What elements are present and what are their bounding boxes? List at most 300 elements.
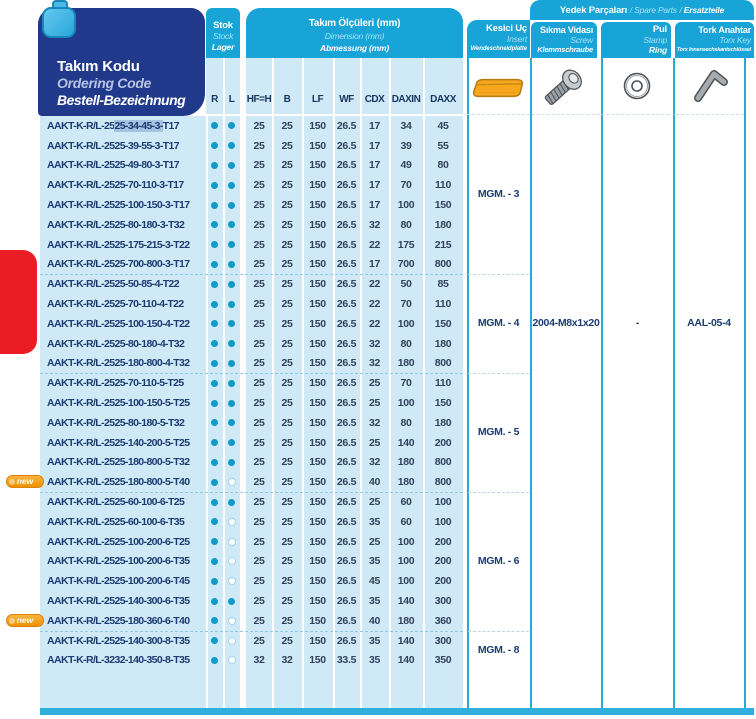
table-row — [40, 334, 463, 354]
cell-lf: 150 — [309, 575, 326, 588]
cell-daxx: 200 — [434, 555, 452, 568]
stock-dot-l — [223, 439, 240, 446]
row-code[interactable]: AAKT-K-R/L-2525-100-150-4-T22 — [47, 317, 190, 330]
cell-b: 25 — [281, 357, 293, 370]
table-row — [40, 373, 463, 393]
cell-lf: 150 — [309, 416, 326, 429]
cell-daxx: 800 — [434, 476, 452, 489]
washer-header-tr: Pul — [652, 24, 667, 35]
stock-header-en: Stock — [212, 31, 234, 41]
table-row — [40, 354, 463, 374]
cell-b: 25 — [281, 436, 293, 449]
insert-header-de: Wendeschneidplatte — [470, 46, 527, 52]
cell-hf: 25 — [253, 298, 265, 311]
group-separator — [468, 274, 529, 275]
cell-wf: 33.5 — [336, 654, 357, 667]
cell-lf: 150 — [309, 337, 326, 350]
spare-parts-en: Spare Parts — [634, 5, 677, 15]
row-code[interactable]: AAKT-K-R/L-2525-140-200-5-T25 — [47, 436, 190, 449]
cell-wf: 26.5 — [336, 218, 357, 231]
cell-cdx: 22 — [368, 278, 381, 291]
cell-daxin: 100 — [397, 575, 415, 588]
cell-b: 25 — [281, 595, 293, 608]
screw-part-number: 2004-M8x1x20 — [532, 317, 600, 329]
cell-daxin: 180 — [397, 614, 415, 627]
stock-dot-r — [206, 439, 223, 446]
cell-wf: 26.5 — [336, 595, 357, 608]
cell-wf: 26.5 — [336, 436, 357, 449]
cell-wf: 26.5 — [336, 258, 357, 271]
torx-header — [675, 22, 754, 58]
stock-dot-l — [223, 320, 240, 327]
cell-daxin: 100 — [397, 535, 415, 548]
torx-header-de: Torx Innensechskantschlüssel — [676, 47, 751, 53]
cell-daxin: 175 — [397, 238, 415, 251]
row-code[interactable]: AAKT-K-R/L-2525-80-180-3-T32 — [47, 218, 185, 231]
cell-b: 25 — [281, 298, 293, 311]
table-row — [40, 591, 463, 611]
cell-daxx: 110 — [434, 179, 452, 192]
cell-daxx: 200 — [434, 575, 452, 588]
stock-dot-r — [206, 419, 223, 426]
cell-lf: 150 — [309, 159, 326, 172]
cell-wf: 26.5 — [336, 476, 357, 489]
stock-dot-r — [206, 261, 223, 268]
insert-icon — [470, 76, 526, 100]
cell-lf: 150 — [309, 258, 326, 271]
row-code[interactable]: AAKT-K-R/L-2525-100-200-6-T25 — [47, 535, 190, 548]
cell-b: 25 — [281, 258, 293, 271]
cell-daxin: 140 — [397, 595, 415, 608]
cell-daxin: 60 — [400, 515, 412, 528]
table-row — [40, 195, 463, 215]
cell-wf: 26.5 — [336, 119, 357, 132]
cell-b: 25 — [281, 179, 293, 192]
cell-lf: 150 — [309, 377, 326, 390]
group-separator — [468, 631, 529, 632]
table-row — [40, 453, 463, 473]
cell-hf: 25 — [253, 515, 265, 528]
cell-b: 25 — [281, 397, 293, 410]
row-code[interactable]: AAKT-K-R/L-2525-34-45-3-T17 — [47, 119, 180, 132]
col-label-hf: HF=H — [246, 94, 272, 105]
new-badge: new — [6, 614, 44, 627]
table-row — [40, 255, 463, 275]
group-separator — [468, 492, 529, 493]
cell-daxx: 350 — [434, 654, 452, 667]
cell-daxx: 180 — [434, 337, 452, 350]
cell-hf: 25 — [253, 218, 265, 231]
stock-dot-r — [206, 241, 223, 248]
cell-cdx: 17 — [368, 179, 381, 192]
cell-b: 25 — [281, 575, 293, 588]
cell-daxx: 180 — [434, 416, 452, 429]
cell-hf: 25 — [253, 139, 265, 152]
cell-hf: 25 — [253, 179, 265, 192]
row-code[interactable]: AAKT-K-R/L-2525-60-100-6-T25 — [47, 496, 185, 509]
stock-dot-r — [206, 162, 223, 169]
stock-dot-r — [206, 202, 223, 209]
col-label-daxin: DAXIN — [391, 94, 421, 105]
stock-dot-l — [223, 557, 240, 565]
cell-cdx: 25 — [368, 535, 381, 548]
screw-header-de: Klemmschraube — [537, 45, 593, 54]
cell-wf: 26.5 — [336, 416, 357, 429]
stock-dot-l — [223, 261, 240, 268]
cell-b: 25 — [281, 139, 293, 152]
ordering-table-body — [40, 116, 463, 708]
stock-header-tr: Stok — [213, 20, 233, 31]
cell-hf: 25 — [253, 278, 265, 291]
cell-cdx: 40 — [368, 476, 381, 489]
row-code[interactable]: AAKT-K-R/L-2525-70-110-5-T25 — [47, 377, 184, 390]
cell-daxx: 100 — [434, 496, 452, 509]
row-code[interactable]: AAKT-K-R/L-2525-39-55-3-T17 — [47, 139, 180, 152]
dimensions-header-tr: Takım Ölçüleri (mm) — [308, 18, 401, 29]
toolholder-clamp-icon — [42, 0, 78, 40]
cell-cdx: 35 — [368, 634, 381, 647]
cell-cdx: 40 — [368, 614, 381, 627]
cell-daxin: 49 — [400, 159, 412, 172]
insert-header-tr: Kesici Uç — [486, 23, 527, 34]
cell-hf: 25 — [253, 377, 265, 390]
cell-b: 25 — [281, 377, 293, 390]
row-code[interactable]: AAKT-K-R/L-2525-49-80-3-T17 — [47, 159, 180, 172]
cell-cdx: 35 — [368, 555, 381, 568]
stock-dot-l — [223, 182, 240, 189]
col-label-r: R — [211, 94, 218, 105]
selected-text: 25-34-45-3- — [114, 119, 163, 132]
stock-dot-l — [223, 162, 240, 169]
table-row — [40, 532, 463, 552]
cell-cdx: 25 — [368, 436, 381, 449]
cell-b: 25 — [281, 456, 293, 469]
cell-b: 25 — [281, 238, 293, 251]
spare-parts-header: Yedek Parçaları / Spare Parts / Ersatzteile — [530, 0, 754, 20]
table-row — [40, 512, 463, 532]
insert-type-label: MGM. - 8 — [477, 643, 520, 656]
cell-b: 25 — [281, 159, 293, 172]
cell-cdx: 32 — [368, 416, 381, 429]
title-tr: Takım Kodu — [57, 58, 140, 75]
column-divider — [673, 58, 675, 708]
table-row — [40, 235, 463, 255]
insert-type-label: MGM. - 4 — [477, 316, 520, 329]
cell-hf: 25 — [253, 595, 265, 608]
cell-daxx: 80 — [437, 159, 449, 172]
table-row — [40, 175, 463, 195]
cell-lf: 150 — [309, 634, 326, 647]
stock-dot-r — [206, 360, 223, 367]
row-code[interactable]: AAKT-K-R/L-2525-60-100-6-T35 — [47, 515, 185, 528]
cell-hf: 25 — [253, 555, 265, 568]
cell-daxin: 70 — [400, 179, 412, 192]
group-separator — [40, 492, 463, 493]
cell-b: 25 — [281, 199, 293, 212]
cell-hf: 25 — [253, 199, 265, 212]
group-separator — [40, 274, 463, 275]
row-code[interactable]: AAKT-K-R/L-2525-70-110-3-T17 — [47, 179, 184, 192]
page-edge-tab — [0, 250, 37, 354]
cell-daxin: 80 — [400, 218, 412, 231]
cell-cdx: 35 — [368, 654, 381, 667]
cell-hf: 25 — [253, 317, 265, 330]
cell-cdx: 45 — [368, 575, 381, 588]
cell-lf: 150 — [309, 357, 326, 370]
insert-type-label: MGM. - 5 — [477, 425, 520, 438]
cell-b: 25 — [281, 476, 293, 489]
cell-daxx: 150 — [434, 397, 452, 410]
stock-dot-l — [223, 142, 240, 149]
col-label-lf: LF — [311, 94, 324, 105]
cell-daxx: 360 — [434, 614, 452, 627]
row-code[interactable]: AAKT-K-R/L-2525-100-200-6-T35 — [47, 555, 190, 568]
cell-daxin: 39 — [400, 139, 412, 152]
insert-header — [467, 20, 530, 58]
cell-b: 25 — [281, 119, 293, 132]
col-label-b: B — [283, 94, 291, 105]
cell-lf: 150 — [309, 496, 326, 509]
cell-daxin: 100 — [397, 555, 415, 568]
torx-header-en: Torx Key — [719, 35, 751, 45]
cell-hf: 25 — [253, 238, 265, 251]
cell-hf: 25 — [253, 575, 265, 588]
cell-daxin: 50 — [400, 278, 412, 291]
cell-b: 32 — [281, 654, 293, 667]
stock-dot-r — [206, 479, 223, 486]
cell-daxx: 85 — [437, 278, 449, 291]
group-separator — [468, 373, 529, 374]
dimensions-header-de: Abmessung (mm) — [320, 43, 389, 53]
row-code[interactable]: AAKT-K-R/L-2525-100-150-3-T17 — [47, 199, 190, 212]
row-code[interactable]: AAKT-K-R/L-2525-700-800-3-T17 — [47, 258, 190, 271]
cell-b: 25 — [281, 515, 293, 528]
row-code[interactable]: AAKT-K-R/L-2525-80-180-5-T32 — [47, 416, 185, 429]
stock-dot-r — [206, 637, 223, 644]
cell-lf: 150 — [309, 555, 326, 568]
stock-dot-r — [206, 499, 223, 506]
stock-dot-l — [223, 202, 240, 209]
stock-dot-l — [223, 598, 240, 605]
table-bottom-border — [40, 708, 754, 715]
washer-header — [601, 22, 671, 58]
stock-dot-l — [223, 360, 240, 367]
group-separator — [40, 631, 463, 632]
stock-dot-l — [223, 380, 240, 387]
cell-b: 25 — [281, 614, 293, 627]
title-de: Bestell-Bezeichnung — [57, 92, 186, 108]
stock-dot-l — [223, 241, 240, 248]
screw-header-tr: Sıkma Vidası — [540, 25, 593, 35]
cell-lf: 150 — [309, 476, 326, 489]
table-row — [40, 116, 463, 136]
cell-wf: 26.5 — [336, 357, 357, 370]
table-row — [40, 314, 463, 334]
row-code[interactable]: AAKT-K-R/L-2525-180-800-5-T32 — [47, 456, 190, 469]
cell-hf: 25 — [253, 634, 265, 647]
cell-wf: 26.5 — [336, 238, 357, 251]
stock-dot-r — [206, 400, 223, 407]
stock-dot-l — [223, 122, 240, 129]
cell-b: 25 — [281, 496, 293, 509]
stock-header — [206, 8, 240, 58]
stock-dot-r — [206, 518, 223, 525]
cell-wf: 26.5 — [336, 179, 357, 192]
cell-daxx: 150 — [434, 199, 452, 212]
stock-dot-l — [223, 617, 240, 625]
cell-lf: 150 — [309, 595, 326, 608]
cell-daxx: 300 — [434, 595, 452, 608]
col-label-l: L — [228, 94, 235, 105]
stock-dot-l — [223, 301, 240, 308]
cell-cdx: 22 — [368, 298, 381, 311]
stock-dot-l — [223, 656, 240, 664]
screw-header-en: Screw — [570, 35, 593, 45]
cell-wf: 26.5 — [336, 456, 357, 469]
cell-hf: 25 — [253, 357, 265, 370]
column-divider — [467, 58, 469, 708]
torx-key-icon — [692, 64, 730, 104]
stock-dot-r — [206, 558, 223, 565]
cell-daxx: 45 — [437, 119, 449, 132]
row-code[interactable]: AAKT-K-R/L-2525-180-800-5-T40 — [47, 476, 190, 489]
row-code[interactable]: AAKT-K-R/L-2525-180-360-6-T40 — [47, 614, 190, 627]
cell-daxx: 200 — [434, 436, 452, 449]
cell-cdx: 17 — [368, 119, 381, 132]
cell-lf: 150 — [309, 654, 326, 667]
cell-hf: 25 — [253, 476, 265, 489]
dimensions-header-en: Dimension (mm) — [324, 31, 385, 41]
row-code[interactable]: AAKT-K-R/L-2525-140-300-8-T35 — [47, 634, 190, 647]
row-code[interactable]: AAKT-K-R/L-2525-140-300-6-T35 — [47, 595, 190, 608]
stock-dot-r — [206, 578, 223, 585]
cell-daxin: 180 — [397, 357, 415, 370]
cell-b: 25 — [281, 317, 293, 330]
cell-wf: 26.5 — [336, 159, 357, 172]
table-row — [40, 433, 463, 453]
cell-wf: 26.5 — [336, 515, 357, 528]
row-code[interactable]: AAKT-K-R/L-2525-80-180-4-T32 — [47, 337, 185, 350]
table-row — [40, 552, 463, 572]
column-divider — [530, 58, 532, 708]
table-row — [40, 274, 463, 294]
cell-wf: 26.5 — [336, 397, 357, 410]
cell-hf: 25 — [253, 535, 265, 548]
cell-hf: 25 — [253, 337, 265, 350]
cell-cdx: 32 — [368, 218, 381, 231]
cell-cdx: 25 — [368, 377, 381, 390]
cell-hf: 25 — [253, 456, 265, 469]
torx-part-number: AAL-05-4 — [687, 317, 731, 329]
row-code[interactable]: AAKT-K-R/L-3232-140-350-8-T35 — [47, 654, 190, 667]
row-code[interactable]: AAKT-K-R/L-2525-50-85-4-T22 — [47, 278, 180, 291]
cell-cdx: 17 — [368, 199, 381, 212]
row-code[interactable]: AAKT-K-R/L-2525-100-200-6-T45 — [47, 575, 190, 588]
cell-wf: 26.5 — [336, 317, 357, 330]
cell-lf: 150 — [309, 218, 326, 231]
table-row — [40, 631, 463, 651]
cell-lf: 150 — [309, 535, 326, 548]
dimensions-header — [246, 8, 463, 58]
cell-hf: 25 — [253, 614, 265, 627]
table-row — [40, 156, 463, 176]
cell-wf: 26.5 — [336, 199, 357, 212]
column-divider — [601, 58, 603, 708]
cell-cdx: 17 — [368, 139, 381, 152]
cell-hf: 32 — [253, 654, 265, 667]
cell-daxx: 215 — [434, 238, 452, 251]
row-code[interactable]: AAKT-K-R/L-2525-70-110-4-T22 — [47, 298, 184, 311]
stock-dot-r — [206, 617, 223, 624]
cell-daxin: 34 — [400, 119, 412, 132]
stock-dot-r — [206, 657, 223, 664]
washer-header-en: Stamp — [643, 35, 667, 45]
insert-header-en: Insert — [506, 34, 527, 44]
cell-lf: 150 — [309, 456, 326, 469]
table-row — [40, 393, 463, 413]
row-code[interactable]: AAKT-K-R/L-2525-100-150-5-T25 — [47, 397, 190, 410]
cell-daxin: 70 — [400, 377, 412, 390]
insert-type-label: MGM. - 6 — [477, 554, 520, 567]
cell-daxin: 80 — [400, 337, 412, 350]
spare-parts-tr: Yedek Parçaları — [559, 5, 628, 16]
cell-daxin: 80 — [400, 416, 412, 429]
cell-cdx: 25 — [368, 397, 381, 410]
col-label-cdx: CDX — [364, 94, 385, 105]
cell-daxin: 180 — [397, 476, 415, 489]
cell-daxin: 180 — [397, 456, 415, 469]
column-divider — [744, 58, 746, 708]
row-code[interactable]: AAKT-K-R/L-2525-175-215-3-T22 — [47, 238, 190, 251]
cell-lf: 150 — [309, 179, 326, 192]
washer-part-number: - — [635, 317, 640, 329]
stock-dot-l — [223, 459, 240, 466]
cell-b: 25 — [281, 634, 293, 647]
cell-wf: 26.5 — [336, 278, 357, 291]
table-row — [40, 294, 463, 314]
row-code[interactable]: AAKT-K-R/L-2525-180-800-4-T32 — [47, 357, 190, 370]
stock-dot-l — [223, 637, 240, 645]
stock-dot-l — [223, 499, 240, 506]
cell-daxx: 150 — [434, 317, 452, 330]
stock-dot-l — [223, 340, 240, 347]
cell-b: 25 — [281, 555, 293, 568]
cell-hf: 25 — [253, 496, 265, 509]
cell-lf: 150 — [309, 278, 326, 291]
stock-dot-r — [206, 459, 223, 466]
stock-dot-l — [223, 221, 240, 228]
cell-hf: 25 — [253, 416, 265, 429]
cell-daxx: 100 — [434, 515, 452, 528]
spare-parts-de: Ersatzteile — [683, 5, 725, 15]
cell-wf: 26.5 — [336, 298, 357, 311]
cell-b: 25 — [281, 535, 293, 548]
cell-daxx: 180 — [434, 218, 452, 231]
cell-daxx: 200 — [434, 535, 452, 548]
table-row — [40, 215, 463, 235]
cell-lf: 150 — [309, 436, 326, 449]
table-row — [40, 136, 463, 156]
cell-b: 25 — [281, 278, 293, 291]
cell-wf: 26.5 — [336, 575, 357, 588]
cell-daxin: 140 — [397, 436, 415, 449]
column-header-row — [206, 58, 463, 114]
stock-dot-l — [223, 419, 240, 426]
cell-hf: 25 — [253, 397, 265, 410]
new-badge: new — [6, 475, 44, 488]
cell-daxx: 800 — [434, 456, 452, 469]
screw-header — [531, 22, 597, 58]
